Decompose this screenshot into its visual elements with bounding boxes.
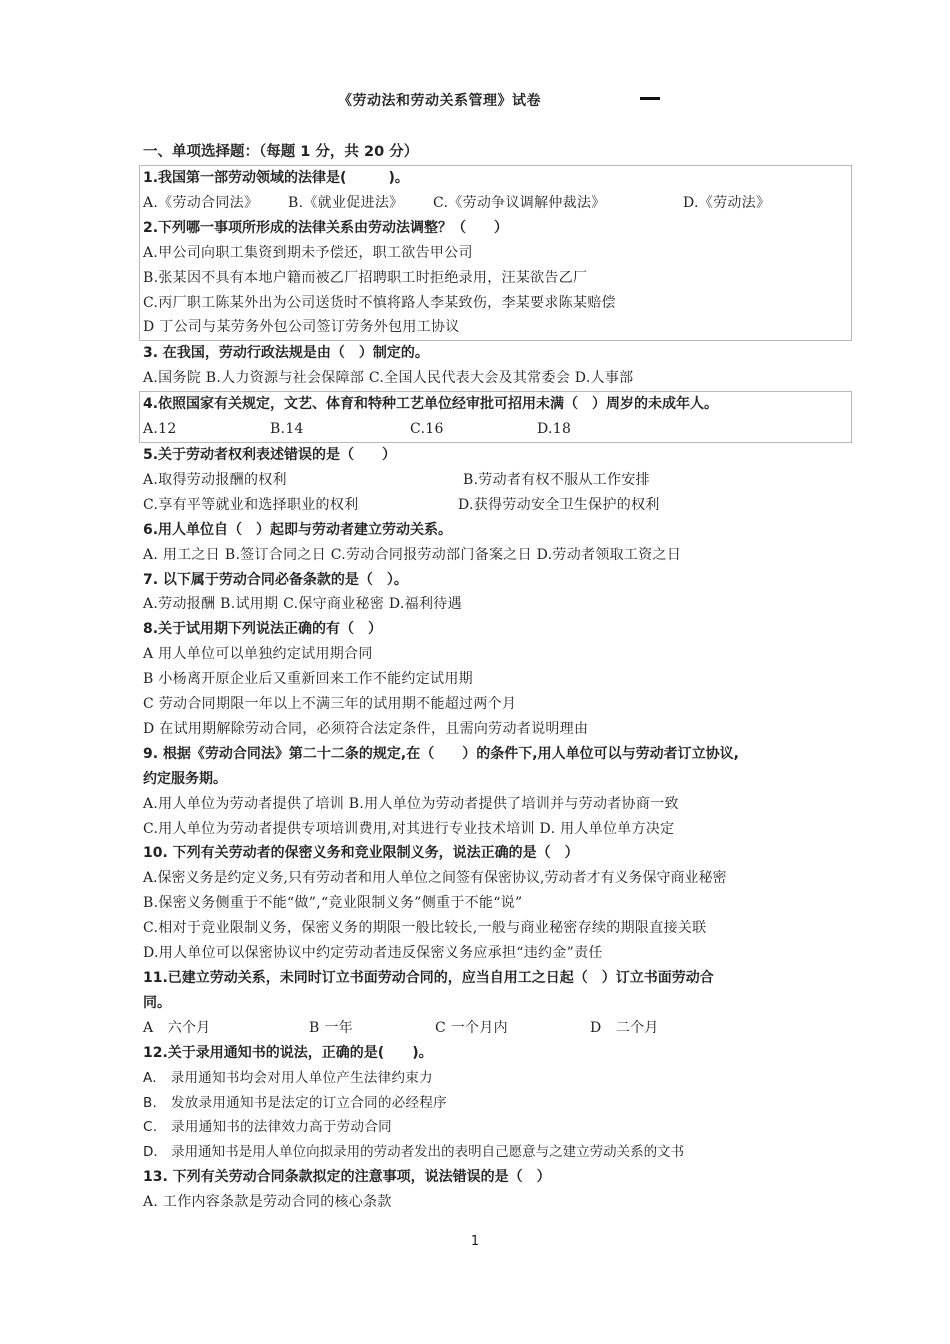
option-b: B.《就业促进法》 <box>288 194 404 211</box>
option-a: A 六个月 <box>143 1019 211 1036</box>
option-d: D.《劳动法》 <box>683 194 771 211</box>
option-c: C 劳动合同期限一年以上不满三年的试用期不能超过两个月 <box>143 696 517 713</box>
option-c: C.16 <box>410 421 444 438</box>
option-d: D.18 <box>537 421 572 438</box>
question-4-options <box>143 417 851 442</box>
option-a: A 用人单位可以单独约定试用期合同 <box>143 646 373 663</box>
option-a: A.12 <box>143 421 177 438</box>
question-6-options: A. 用工之日 B.签订合同之日 C.劳动合同报劳动部门备案之日 D.劳动者领取工资之日 <box>143 546 682 563</box>
option-a: A.《劳动合同法》 <box>143 194 259 211</box>
question-box-1 <box>139 165 852 341</box>
exam-title: 《劳动法和劳动关系管理》试卷 <box>338 93 541 109</box>
question-11-options <box>143 1016 855 1041</box>
question-4-stem: 4.依照国家有关规定，文艺、体育和特种工艺单位经审批可招用未满（ ）周岁的未成年人。 <box>143 396 719 413</box>
option-a: A.保密义务是约定义务,只有劳动者和用人单位之间签有保密协议,劳动者才有义务保守商业秘密 <box>143 870 727 887</box>
question-3-options: A.国务院 B.人力资源与社会保障部 C.全国人民代表大会及其常委会 D.人事部 <box>143 370 634 387</box>
question-12-stem: 12.关于录用通知书的说法，正确的是( )。 <box>143 1044 433 1061</box>
option-b: B.14 <box>270 421 304 438</box>
question-5-options-row-2 <box>143 493 855 518</box>
question-5-options-row-1 <box>143 468 855 493</box>
option-a: A.甲公司向职工集资到期未予偿还，职工欲告甲公司 <box>143 244 473 261</box>
option-b: B.保密义务侧重于不能“做”,“竞业限制义务”侧重于不能“说” <box>143 895 523 912</box>
question-9-stem-cont: 约定服务期。 <box>143 770 227 787</box>
question-9-options-2: C.用人单位为劳动者提供专项培训费用,对其进行专业技术培训 D. 用人单位单方决定 <box>143 820 675 837</box>
question-2-stem: 2.下列哪一事项所形成的法律关系由劳动法调整？（ ） <box>143 219 509 236</box>
page-number: 1 <box>470 1234 480 1249</box>
header-mark <box>640 97 660 100</box>
question-3-stem: 3. 在我国，劳动行政法规是由（ ）制定的。 <box>143 345 429 362</box>
option-c: C 一个月内 <box>435 1019 508 1036</box>
exam-body <box>143 140 855 1215</box>
option-c: C.《劳动争议调解仲裁法》 <box>433 194 606 211</box>
option-c: C.丙厂职工陈某外出为公司送货时不慎将路人李某致伤，李某要求陈某赔偿 <box>143 294 616 311</box>
option-d: D 在试用期解除劳动合同，必须符合法定条件，且需向劳动者说明理由 <box>143 720 589 737</box>
question-11-stem-cont: 同。 <box>143 994 171 1011</box>
option-c: C. 录用通知书的法律效力高于劳动合同 <box>143 1119 392 1136</box>
option-b: B 小杨离开原企业后又重新回来工作不能约定试用期 <box>143 671 473 688</box>
question-1-stem: 1.我国第一部劳动领域的法律是( )。 <box>143 170 409 186</box>
section-heading: 一、单项选择题：（每题 1 分，共 20 分） <box>143 144 419 160</box>
option-c: C.相对于竞业限制义务，保密义务的期限一般比较长,一般与商业秘密存续的期限直接关联 <box>143 920 707 937</box>
question-8-stem: 8.关于试用期下列说法正确的有（ ） <box>143 621 383 638</box>
option-a: A. 工作内容条款是劳动合同的核心条款 <box>143 1194 392 1211</box>
question-9-options-1: A.用人单位为劳动者提供了培训 B.用人单位为劳动者提供了培训并与劳动者协商一致 <box>143 795 679 812</box>
question-13-stem: 13. 下列有关劳动合同条款拟定的注意事项，说法错误的是（ ） <box>143 1169 551 1186</box>
option-d: D 丁公司与某劳务外包公司签订劳务外包用工协议 <box>143 319 460 336</box>
question-11-stem: 11.已建立劳动关系，未同时订立书面劳动合同的，应当自用工之日起（ ）订立书面劳动合 <box>143 970 714 986</box>
option-b: B. 发放录用通知书是法定的订立合同的必经程序 <box>143 1094 447 1111</box>
option-c: C.享有平等就业和选择职业的权利 <box>143 496 359 513</box>
option-b: B.劳动者有权不服从工作安排 <box>463 471 650 488</box>
question-1-options <box>143 191 851 216</box>
option-d: D. 录用通知书是用人单位向拟录用的劳动者发出的表明自己愿意与之建立劳动关系的文书 <box>143 1144 685 1161</box>
option-d: D 二个月 <box>590 1019 659 1036</box>
question-7-stem: 7. 以下属于劳动合同必备条款的是（ ）。 <box>143 571 408 588</box>
question-box-4 <box>139 391 852 443</box>
option-a: A. 录用通知书均会对用人单位产生法律约束力 <box>143 1069 433 1086</box>
option-b: B.张某因不具有本地户籍而被乙厂招聘职工时拒绝录用，汪某欲告乙厂 <box>143 269 588 286</box>
option-d: D.获得劳动安全卫生保护的权利 <box>458 496 660 513</box>
question-7-options: A.劳动报酬 B.试用期 C.保守商业秘密 D.福利待遇 <box>143 596 462 613</box>
question-6-stem: 6.用人单位自（ ）起即与劳动者建立劳动关系。 <box>143 521 453 538</box>
option-a: A.取得劳动报酬的权利 <box>143 471 287 488</box>
question-9-stem: 9. 根据《劳动合同法》第二十二条的规定,在（ ）的条件下,用人单位可以与劳动者订立协议, <box>143 745 739 762</box>
question-10-stem: 10. 下列有关劳动者的保密义务和竞业限制义务，说法正确的是（ ） <box>143 845 579 862</box>
option-d: D.用人单位可以保密协议中约定劳动者违反保密义务应承担“违约金”责任 <box>143 945 603 962</box>
question-5-stem: 5.关于劳动者权利表述错误的是（ ） <box>143 446 397 463</box>
option-b: B 一年 <box>309 1019 353 1036</box>
